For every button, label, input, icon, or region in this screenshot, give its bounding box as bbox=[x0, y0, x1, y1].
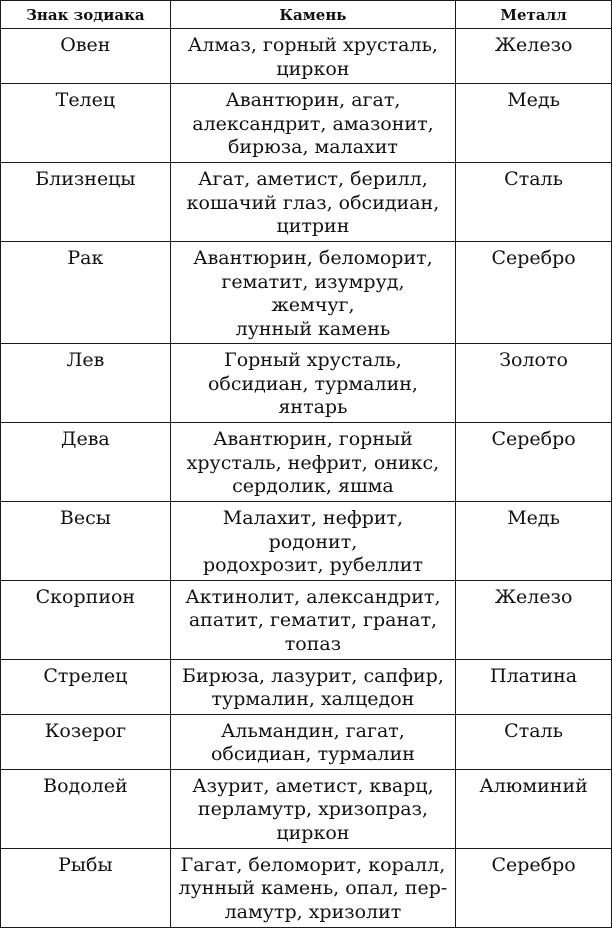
header-row bbox=[1, 1, 612, 29]
stone-line: сердолик, яшма bbox=[232, 475, 394, 497]
zodiac-sign-cell: Телец bbox=[1, 84, 171, 163]
stone-line: Бирюза, лазурит, сапфир, bbox=[182, 664, 444, 687]
stone-line: турмалин, халцедон bbox=[211, 688, 415, 710]
table-row bbox=[1, 659, 612, 714]
header-metal: Металл bbox=[456, 1, 612, 29]
metal-cell: Железо bbox=[456, 29, 612, 84]
zodiac-sign-cell: Овен bbox=[1, 29, 171, 84]
stone-line: Актинолит, александрит, bbox=[185, 585, 441, 608]
stone-line: обсидиан, турмалин, bbox=[207, 372, 418, 395]
stone-line: Альмандин, гагат, bbox=[221, 719, 405, 742]
table-row bbox=[1, 769, 612, 848]
stone-line: Горный хрусталь, bbox=[224, 349, 402, 371]
stone-cell bbox=[170, 423, 455, 502]
stone-line: топаз bbox=[284, 632, 342, 655]
stone-line: обсидиан, турмалин bbox=[210, 743, 415, 765]
stone-line: александрит, амазонит, bbox=[192, 112, 434, 135]
stone-line: апатит, гематит, гранат, bbox=[188, 609, 438, 631]
zodiac-sign-cell: Дева bbox=[1, 423, 171, 502]
stone-cell bbox=[170, 242, 455, 344]
stone-line: Авантюрин, беломорит, bbox=[193, 247, 433, 269]
stone-line: циркон bbox=[276, 57, 350, 80]
zodiac-sign-cell: Козерог bbox=[1, 714, 171, 769]
stone-line: родохрозит, рубеллит bbox=[202, 554, 423, 576]
zodiac-sign-cell: Весы bbox=[1, 502, 171, 581]
stone-line: ламутр, хризолит bbox=[224, 900, 402, 923]
table-row bbox=[1, 163, 612, 242]
stone-line: бирюза, малахит bbox=[227, 136, 398, 158]
metal-cell: Серебро bbox=[456, 848, 612, 927]
stone-line: гематит, изумруд, жемчуг, bbox=[221, 270, 405, 316]
zodiac-sign-cell: Водолей bbox=[1, 769, 171, 848]
metal-cell: Медь bbox=[456, 84, 612, 163]
stone-line: Авантюрин, агат, bbox=[225, 89, 401, 111]
stone-line: перламутр, хризопраз, bbox=[197, 798, 428, 820]
metal-cell: Серебро bbox=[456, 423, 612, 502]
stone-cell bbox=[170, 84, 455, 163]
table-row bbox=[1, 714, 612, 769]
stone-line: лунный камень, опал, пер- bbox=[178, 877, 448, 899]
stone-cell bbox=[170, 769, 455, 848]
stone-line: янтарь bbox=[278, 396, 348, 418]
metal-cell: Железо bbox=[456, 580, 612, 659]
table-row bbox=[1, 580, 612, 659]
stone-line: цитрин bbox=[276, 215, 350, 237]
table-row bbox=[1, 84, 612, 163]
stone-line: Алмаз, горный хрусталь, bbox=[187, 34, 438, 56]
metal-cell: Сталь bbox=[456, 714, 612, 769]
zodiac-sign-cell: Близнецы bbox=[1, 163, 171, 242]
zodiac-sign-cell: Стрелец bbox=[1, 659, 171, 714]
stone-cell bbox=[170, 714, 455, 769]
stone-line: циркон bbox=[276, 821, 350, 844]
table-row bbox=[1, 848, 612, 927]
metal-cell: Платина bbox=[456, 659, 612, 714]
zodiac-sign-cell: Рыбы bbox=[1, 848, 171, 927]
metal-cell: Серебро bbox=[456, 242, 612, 344]
metal-cell: Медь bbox=[456, 502, 612, 581]
table-row bbox=[1, 242, 612, 344]
header-sign: Знак зодиака bbox=[1, 1, 171, 29]
table-row bbox=[1, 502, 612, 581]
stone-cell bbox=[170, 344, 455, 423]
table-row bbox=[1, 423, 612, 502]
stone-line: Авантюрин, горный bbox=[213, 428, 413, 450]
table-row bbox=[1, 29, 612, 84]
zodiac-sign-cell: Лев bbox=[1, 344, 171, 423]
stone-line: кошачий глаз, обсидиан, bbox=[186, 191, 440, 214]
header-stone: Камень bbox=[170, 1, 455, 29]
stone-line: Азурит, аметист, кварц, bbox=[192, 774, 434, 797]
metal-cell: Алюминий bbox=[456, 769, 612, 848]
stone-line: хрусталь, нефрит, оникс, bbox=[186, 451, 440, 474]
stone-cell bbox=[170, 502, 455, 581]
stone-line: Гагат, беломорит, коралл, bbox=[180, 853, 446, 876]
metal-cell: Сталь bbox=[456, 163, 612, 242]
table-row bbox=[1, 344, 612, 423]
stone-cell bbox=[170, 163, 455, 242]
stone-line: Агат, аметист, берилл, bbox=[198, 168, 428, 190]
zodiac-sign-cell: Скорпион bbox=[1, 580, 171, 659]
stone-cell bbox=[170, 29, 455, 84]
stone-cell bbox=[170, 580, 455, 659]
stone-line: Малахит, нефрит, родонит, bbox=[222, 507, 404, 553]
stone-line: лунный камень bbox=[235, 317, 391, 340]
metal-cell: Золото bbox=[456, 344, 612, 423]
stone-cell bbox=[170, 848, 455, 927]
zodiac-sign-cell: Рак bbox=[1, 242, 171, 344]
stone-cell bbox=[170, 659, 455, 714]
